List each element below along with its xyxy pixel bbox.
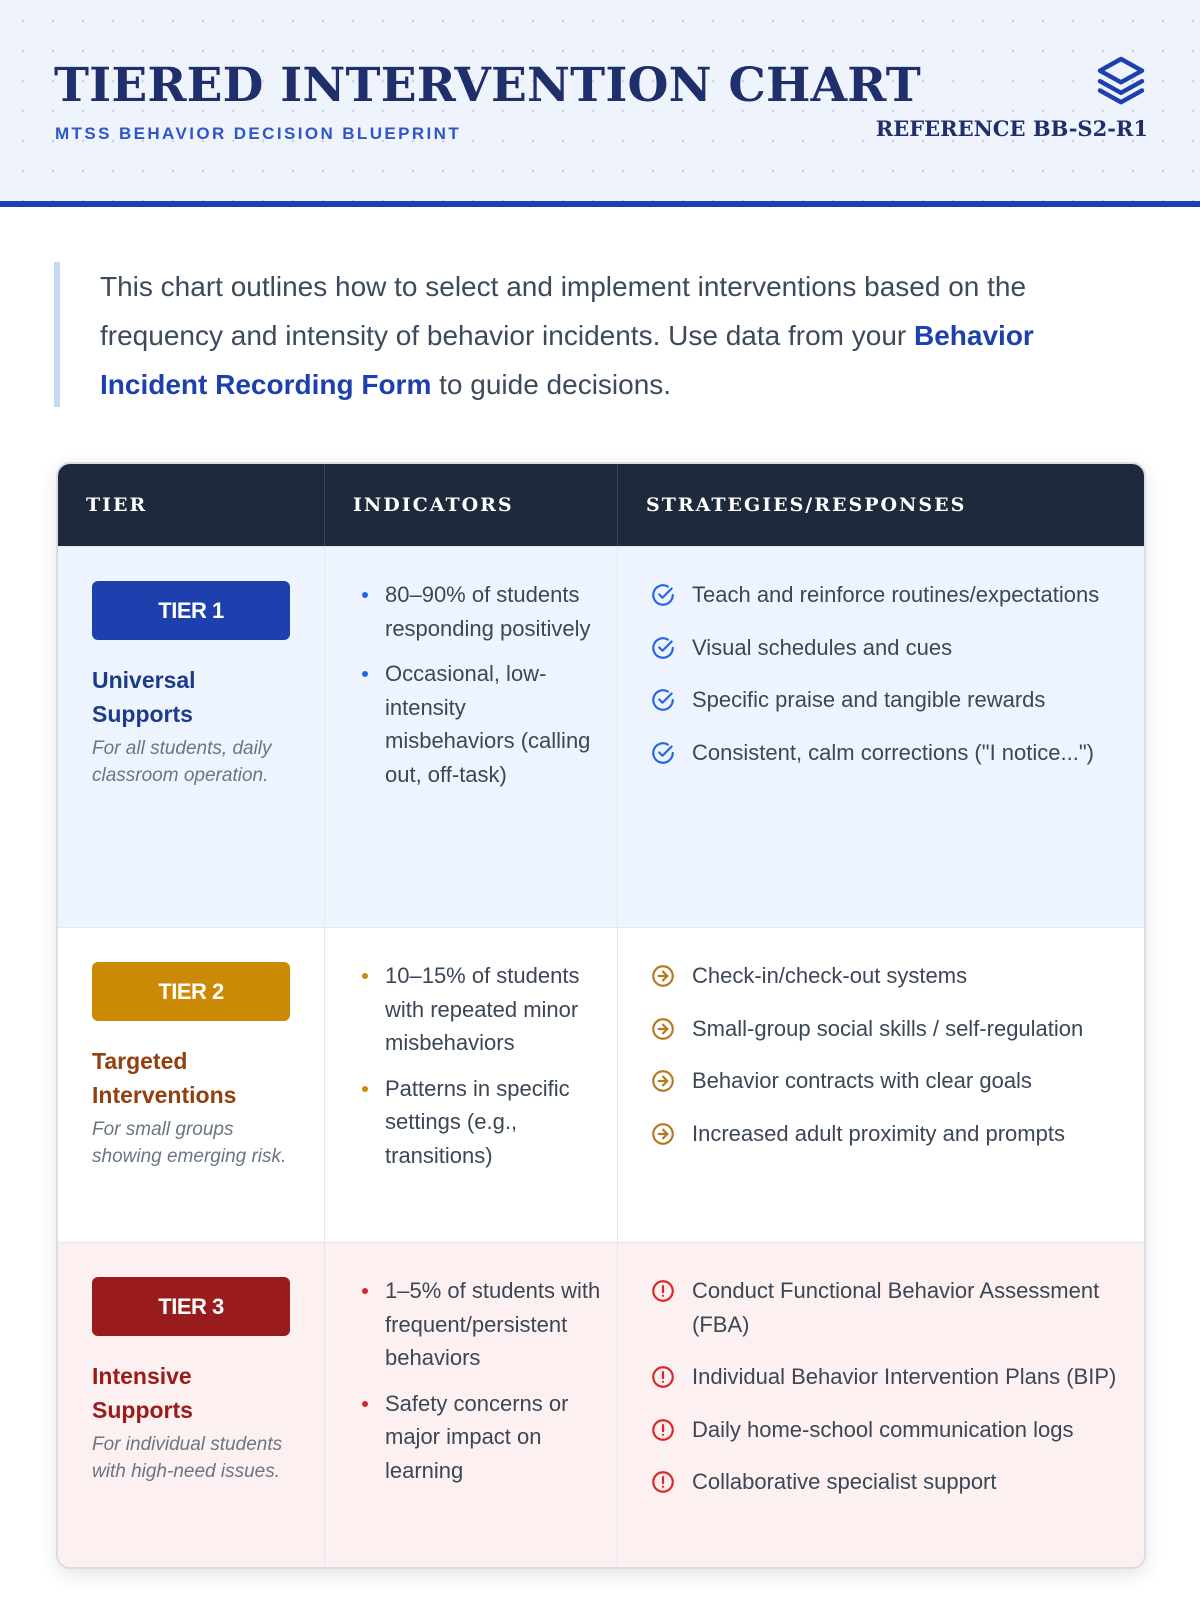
indicator-item bbox=[361, 578, 601, 645]
indicators-cell bbox=[324, 1243, 617, 1569]
strategy-item bbox=[650, 959, 1120, 993]
arrow-circle-icon bbox=[650, 1016, 676, 1042]
intro-text: This chart outlines how to select and implement interventions based on the frequency and intensity of behavior incidents. Use data from your bbox=[100, 271, 1027, 351]
table-row-tier-2 bbox=[58, 927, 1144, 1242]
indicator-item bbox=[361, 1072, 601, 1173]
strategy-list bbox=[650, 1274, 1120, 1518]
alert-circle-icon bbox=[650, 1364, 676, 1390]
check-circle-icon bbox=[650, 687, 676, 713]
intro-form-highlight: Behavior Incident Recording Form bbox=[100, 320, 1034, 400]
bullet-dot-icon bbox=[362, 1288, 368, 1294]
indicator-list bbox=[361, 578, 601, 803]
tier-name: Universal Supports bbox=[92, 667, 196, 727]
tier-cell bbox=[58, 1243, 324, 1569]
strategies-cell bbox=[617, 547, 1146, 927]
strategy-item bbox=[650, 631, 1120, 665]
bullet-dot-icon bbox=[362, 1401, 368, 1407]
arrow-circle-icon bbox=[650, 963, 676, 989]
indicator-item bbox=[361, 959, 601, 1060]
strategy-text: Collaborative specialist support bbox=[692, 1469, 997, 1494]
strategy-text: Check-in/check-out systems bbox=[692, 963, 968, 988]
column-header-tier: TIER bbox=[86, 494, 148, 516]
indicator-text: 80–90% of students responding positively bbox=[385, 582, 591, 641]
tier-name: Targeted Interventions bbox=[92, 1048, 237, 1108]
indicator-text: Safety concerns or major impact on learning bbox=[385, 1390, 569, 1483]
strategy-text: Daily home-school communication logs bbox=[692, 1416, 1074, 1442]
alert-circle-icon bbox=[650, 1469, 676, 1495]
strategy-list bbox=[650, 578, 1120, 788]
strategy-item bbox=[650, 1413, 1120, 1447]
bullet-dot-icon bbox=[362, 1086, 368, 1092]
indicator-item bbox=[361, 1274, 601, 1375]
strategy-text: Small-group social skills / self-regulation bbox=[692, 1015, 1084, 1041]
strategies-cell bbox=[617, 928, 1146, 1242]
strategy-item bbox=[650, 1465, 1120, 1499]
strategy-text: Consistent, calm corrections ("I notice...") bbox=[692, 739, 1094, 765]
intro-paragraph bbox=[54, 262, 1148, 407]
tier-description: For small groups showing emerging risk. bbox=[92, 1119, 287, 1167]
strategy-text: Behavior contracts with clear goals bbox=[692, 1068, 1032, 1093]
check-circle-icon bbox=[650, 582, 676, 608]
strategy-text: Individual Behavior Intervention Plans (BIP) bbox=[692, 1364, 1117, 1389]
arrow-circle-icon bbox=[650, 1068, 676, 1094]
layers-icon bbox=[1093, 52, 1149, 108]
page-subtitle: MTSS BEHAVIOR DECISION BLUEPRINT bbox=[55, 124, 462, 143]
intervention-table bbox=[56, 462, 1146, 1569]
indicators-cell bbox=[324, 928, 617, 1242]
strategy-text: Specific praise and tangible rewards bbox=[692, 687, 1046, 712]
strategy-item bbox=[650, 1064, 1120, 1098]
alert-circle-icon bbox=[650, 1278, 676, 1304]
page-title: TIERED INTERVENTION CHART bbox=[54, 58, 921, 113]
indicators-cell bbox=[324, 547, 617, 927]
column-header-indicators: INDICATORS bbox=[324, 464, 617, 546]
indicator-item bbox=[361, 1387, 601, 1488]
tier-description: For individual students with high-need issues. bbox=[92, 1434, 283, 1482]
strategy-item bbox=[650, 683, 1120, 717]
indicator-text: Patterns in specific settings (e.g., transitions) bbox=[385, 1075, 570, 1168]
strategies-cell bbox=[617, 1243, 1146, 1569]
arrow-circle-icon bbox=[650, 1121, 676, 1147]
strategy-item bbox=[650, 578, 1120, 612]
indicator-text: 1–5% of students with frequent/persistent behaviors bbox=[385, 1278, 601, 1370]
strategy-item bbox=[650, 1274, 1120, 1341]
indicator-text: Occasional, low-intensity misbehaviors (calling out, off-task) bbox=[385, 661, 591, 787]
tier-badge: TIER 2 bbox=[92, 962, 290, 1021]
strategy-item bbox=[650, 1012, 1120, 1046]
strategy-text: Increased adult proximity and prompts bbox=[692, 1120, 1065, 1146]
tier-name: Intensive Supports bbox=[92, 1363, 193, 1423]
tier-cell bbox=[58, 928, 324, 1242]
bullet-dot-icon bbox=[362, 671, 368, 677]
tier-cell bbox=[58, 547, 324, 927]
reference-code: REFERENCE BB-S2-R1 bbox=[875, 116, 1148, 141]
strategy-item bbox=[650, 736, 1120, 770]
alert-circle-icon bbox=[650, 1417, 676, 1443]
page-header bbox=[0, 0, 1200, 207]
indicator-list bbox=[361, 959, 601, 1184]
strategy-list bbox=[650, 959, 1120, 1169]
tier-badge: TIER 1 bbox=[92, 581, 290, 640]
strategy-text: Visual schedules and cues bbox=[692, 634, 953, 660]
strategy-text: Teach and reinforce routines/expectations bbox=[692, 582, 1100, 607]
check-circle-icon bbox=[650, 635, 676, 661]
indicator-list bbox=[361, 1274, 601, 1499]
bullet-dot-icon bbox=[362, 592, 368, 598]
tier-description: For all students, daily classroom operation. bbox=[92, 738, 272, 786]
tier-badge: TIER 3 bbox=[92, 1277, 290, 1336]
indicator-text: 10–15% of students with repeated minor misbehaviors bbox=[385, 963, 580, 1055]
intro-text-end: to guide decisions. bbox=[431, 369, 672, 400]
check-circle-icon bbox=[650, 740, 676, 766]
column-header-strategies: STRATEGIES/RESPONSES bbox=[617, 464, 1146, 546]
strategy-item bbox=[650, 1117, 1120, 1151]
indicator-item bbox=[361, 657, 601, 791]
strategy-text: Conduct Functional Behavior Assessment (FBA) bbox=[692, 1278, 1100, 1337]
bullet-dot-icon bbox=[362, 973, 368, 979]
table-row-tier-1 bbox=[58, 546, 1144, 927]
table-header bbox=[58, 464, 1144, 546]
table-row-tier-3 bbox=[58, 1242, 1144, 1569]
strategy-item bbox=[650, 1360, 1120, 1394]
